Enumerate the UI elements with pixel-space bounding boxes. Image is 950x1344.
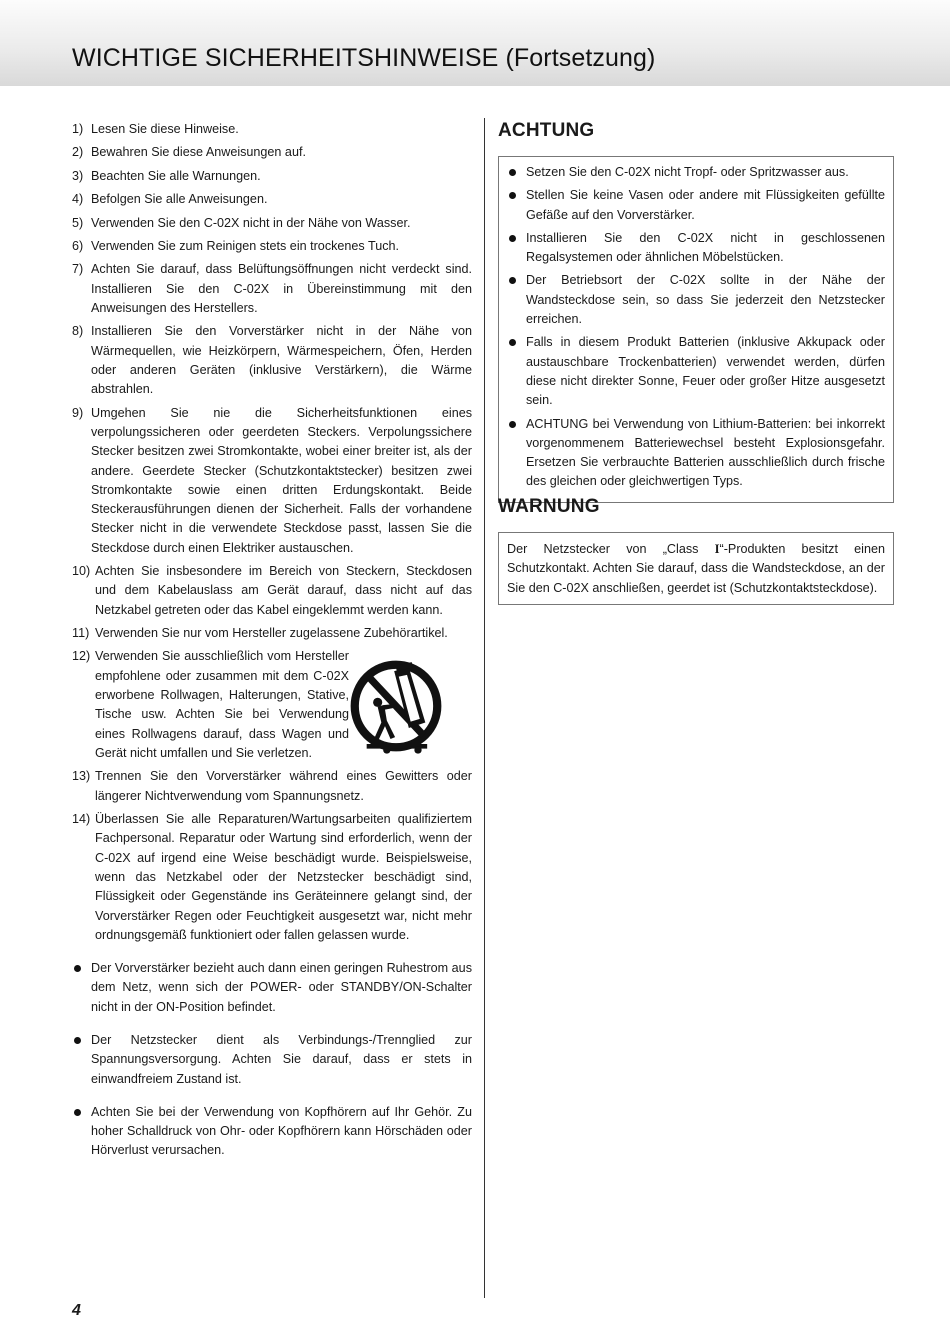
note-text: Achten Sie bei der Verwendung von Kopfhörern auf Ihr Gehör. Zu hoher Schalldruck von Ohr- oder Kopfhörern kann Hörschäden oder Hörverlust verursachen. — [91, 1104, 472, 1158]
page-number: 4 — [72, 1302, 81, 1319]
note-item — [72, 959, 472, 1017]
list-item — [72, 562, 472, 620]
item-text: Trennen Sie den Vorverstärker während eines Gewitters oder längerer Nichtverwendung vom Spannungsnetz. — [95, 769, 472, 803]
item-text: Beachten Sie alle Warnungen. — [91, 168, 261, 183]
bullet-dot-icon — [74, 1109, 81, 1116]
caution-item — [507, 333, 885, 410]
bullet-dot-icon — [509, 169, 516, 176]
item-number: 3) — [72, 168, 84, 183]
list-item — [72, 404, 472, 558]
caution-text: Der Betriebsort der C-02X sollte in der Nähe der Wandsteckdose sein, so dass Sie jederzeit den Netzstecker erreichen. — [526, 273, 885, 327]
caution-item — [507, 271, 885, 329]
item-number: 5) — [72, 215, 84, 230]
list-item — [72, 190, 472, 209]
list-item — [72, 810, 472, 945]
list-item — [72, 322, 472, 399]
caution-text: ACHTUNG bei Verwendung von Lithium-Batterien: bei inkorrekt vorgenommenem Batteriewechsel besteht Explosionsgefahr. Ersetzen Sie verbrauchte Batterien ausschließlich durch frische des gleichen oder gleichwertigen Typs. — [526, 416, 885, 489]
item-text: Installieren Sie den Vorverstärker nicht in der Nähe von Wärmequellen, wie Heizkörpern, Wärmespeichern, Öfen, Herden oder anderen Geräten (inklusive Verstärkern), die Wärme abstrahlen. — [91, 324, 472, 397]
item-text: Verwenden Sie den C-02X nicht in der Nähe von Wasser. — [91, 215, 411, 230]
list-item — [72, 120, 472, 139]
list-item — [72, 237, 472, 256]
caution-text: Falls in diesem Produkt Batterien (inklusive Akkupack oder austauschbare Trockenbatterien) verwendet werden, dürfen diese nicht direkter Sonne, Feuer oder großer Hitze ausgesetzt sein. — [526, 335, 885, 408]
list-item — [72, 767, 472, 806]
item-text: Verwenden Sie ausschließlich vom Hersteller empfohlene oder zusammen mit dem C-02X erworbene Rollwagen, Halterungen, Stative, Tische usw. Achten Sie bei Verwendung eines Rollwagens darauf, dass Wagen und Gerät nicht umfallen und Sie verletzen. — [95, 649, 349, 760]
item-number: 6) — [72, 238, 84, 253]
item-number: 9) — [72, 405, 84, 420]
bullet-dot-icon — [509, 421, 516, 428]
item-number: 7) — [72, 262, 84, 277]
instructions-column — [72, 120, 472, 1175]
item-number: 1) — [72, 122, 84, 136]
bullet-dot-icon — [74, 965, 81, 972]
column-divider — [484, 118, 485, 1298]
list-item — [72, 167, 472, 186]
item-number: 8) — [72, 324, 84, 339]
note-text: Der Netzstecker dient als Verbindungs-/Trennglied zur Spannungsversorgung. Achten Sie darauf, dass er stets in einwandfreiem Zustand ist. — [91, 1032, 472, 1086]
item-number: 4) — [72, 192, 84, 207]
item-text: Verwenden Sie zum Reinigen stets ein trockenes Tuch. — [91, 238, 400, 253]
caution-text: Setzen Sie den C-02X nicht Tropf- oder Spritzwasser aus. — [526, 165, 849, 179]
item-text: Lesen Sie diese Hinweise. — [91, 122, 239, 136]
item-text: Achten Sie insbesondere im Bereich von Steckern, Steckdosen und dem Kabelauslass am Gerät darauf, dass nicht auf das Netzkabel getreten oder das Kabel eingeklemmt werden kann. — [95, 564, 472, 617]
bullet-dot-icon — [74, 1037, 81, 1044]
item-text: Umgehen Sie nie die Sicherheitsfunktionen eines verpolungssicheren oder geerdeten Steckers. Verpolungssichere Stecker besitzen zwei Stromkontakte, wobei einer breiter ist, als der andere. Geerdete Stecker (Schutzkontaktstecker) besitzen zwei Stromkontakte sowie einen dritten Erdungskontakt. Beide Steckerausführungen dienen der Sicherheit. Falls der vorhandene Stecker nicht in die verwendete Steckdose passt, lassen Sie die Steckdose durch einen Elektriker austauschen. — [91, 405, 472, 555]
class-numeral: I — [714, 542, 720, 556]
item-text: Achten Sie darauf, dass Belüftungsöffnungen nicht verdeckt sind. Installieren Sie den C-02X in Übereinstimmung mit den Anweisungen des Herstellers. — [91, 262, 472, 315]
list-item — [72, 647, 472, 763]
item-text: Bewahren Sie diese Anweisungen auf. — [91, 145, 306, 160]
item-number: 11) — [72, 626, 90, 641]
bullet-dot-icon — [509, 277, 516, 284]
list-item — [72, 624, 472, 643]
list-item — [72, 143, 472, 162]
caution-item — [507, 186, 885, 225]
caution-text: Installieren Sie den C-02X nicht in geschlossenen Regalsystemen oder ähnlichen Möbelstücken. — [526, 230, 885, 265]
achtung-heading: ACHTUNG — [498, 120, 595, 141]
note-item — [72, 1103, 472, 1161]
cart-tipover-warning-icon — [350, 651, 442, 761]
item-text: Verwenden Sie nur vom Hersteller zugelassene Zubehörartikel. — [95, 626, 448, 641]
bullet-dot-icon — [509, 192, 516, 199]
warnung-heading: WARNUNG — [498, 496, 600, 517]
caution-text: Stellen Sie keine Vasen oder andere mit Flüssigkeiten gefüllte Gefäße auf den Vorverstärker. — [526, 188, 885, 222]
note-item — [72, 1031, 472, 1089]
bullet-dot-icon — [509, 339, 516, 346]
page-header — [0, 0, 950, 86]
item-number: 14) — [72, 812, 91, 827]
item-number: 13) — [72, 769, 91, 784]
item-number: 10) — [72, 564, 91, 579]
caution-item — [507, 163, 885, 182]
achtung-box — [498, 156, 894, 503]
caution-item — [507, 415, 885, 492]
list-item — [72, 260, 472, 318]
warnung-text-start: Der Netzstecker von „Class — [507, 542, 715, 556]
note-text: Der Vorverstärker bezieht auch dann einen geringen Ruhestrom aus dem Netz, wenn sich der POWER- oder STANDBY/ON-Schalter nicht in der ON-Position befindet. — [91, 961, 472, 1014]
list-item — [72, 214, 472, 233]
item-text: Überlassen Sie alle Reparaturen/Wartungsarbeiten qualifiziertem Fachpersonal. Reparatur oder Wartung sind erforderlich, wenn der C-02X auf irgend eine Weise beschädigt wurde. Beispielsweise, wenn das Netzkabel oder der Netzstecker beschädigt sind, Flüssigkeit oder Gegenstände ins Geräteinnere gelangt sind, der Vorverstärker Regen oder Feuchtigkeit ausgesetzt war, nicht mehr ordnungsgemäß funktioniert oder fallen gelassen wurde. — [95, 812, 472, 942]
bullet-dot-icon — [509, 235, 516, 242]
item-number: 2) — [72, 145, 84, 160]
page-title: WICHTIGE SICHERHEITSHINWEISE (Fortsetzung) — [72, 44, 656, 72]
warnung-box — [498, 532, 894, 605]
item-text: Befolgen Sie alle Anweisungen. — [91, 192, 268, 207]
warnung-text-end: “-Produkten besitzt einen Schutzkontakt. Achten Sie darauf, dass die Wandsteckdose, an der Sie den C-02X anschließen, geerdet ist (Schutzkontaktsteckdose). — [507, 542, 885, 595]
caution-item — [507, 229, 885, 268]
item-number: 12) — [72, 649, 91, 664]
general-notes — [72, 959, 472, 1161]
